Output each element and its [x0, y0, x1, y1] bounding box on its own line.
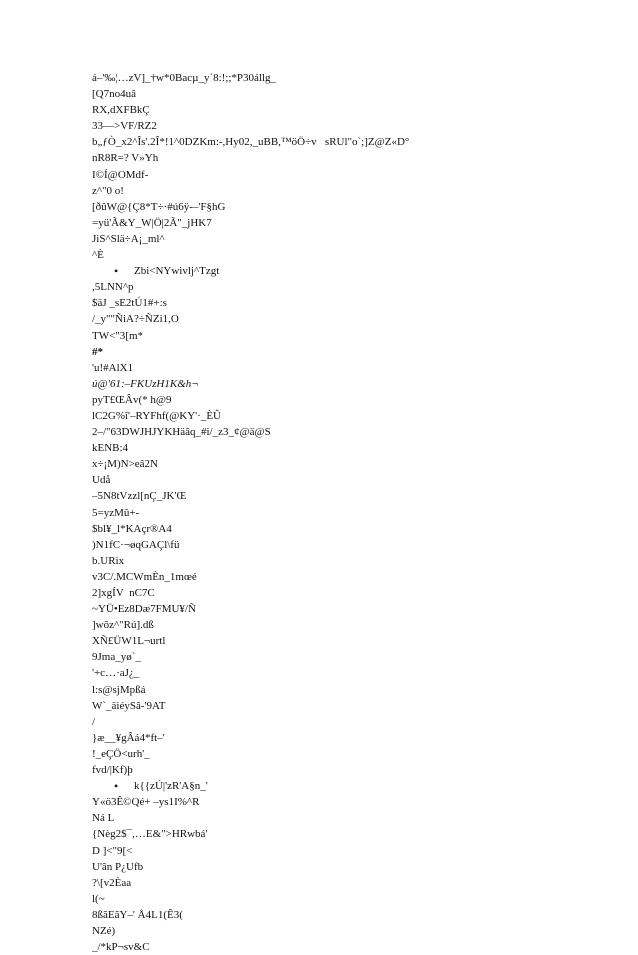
text-line: 8ßãEãY–' Å4L1(Ê3( [92, 908, 183, 921]
text-line: x÷¡M)N>eâ2N [92, 458, 158, 471]
text-line: l:s@sjMpßá [92, 683, 146, 696]
text-line: I©Í@OMdf- [92, 168, 149, 181]
text-line: NZé) [92, 924, 116, 937]
text-line: fvd/|Kf)þ [92, 764, 133, 777]
text-line: ]wõz^"Rú].dß [92, 619, 154, 632]
text-line: TW<"3[m* [92, 329, 144, 342]
text-line: )N1fC·¬øqGAÇl\fü [92, 538, 180, 551]
text-line: 2]xgÍV nC7C [92, 587, 155, 599]
text-line: ~YÜ•Ez8Dæ7FMU¥/Ñ [92, 603, 196, 616]
text-line: Udå [92, 474, 111, 487]
text-line: Ná L [92, 812, 115, 825]
text-line: }æ__¥gÂá4*ft–' [92, 731, 165, 744]
text-line: ?\[v2Èaa [92, 876, 132, 889]
text-line: b.URix [92, 554, 125, 567]
text-line: '+c…·aJ¿_ [92, 667, 140, 680]
text-line: pyT£ŒÂv(* h@9 [92, 393, 172, 406]
text-line: [ðûW@{Ç8*T÷·#ú6ÿ-–'F§hG [92, 200, 226, 213]
text-line: W`_äiéySâ-'9AT [92, 699, 166, 712]
text-line: JiS^Slä÷A¡_ml^ [92, 232, 165, 245]
text-line: D ]<"9[< [92, 844, 133, 857]
text-line: ,5LNN^p [92, 281, 134, 294]
text-line: kENB:4 [92, 442, 129, 455]
text-line: / [92, 715, 96, 728]
text-line: #* [92, 345, 103, 358]
text-line: RX,dXFBkÇ [92, 104, 150, 117]
text-line: 2–/"63DWJHJYKHäâq_#i/_z3_¢@ä@S [92, 426, 271, 439]
text-line: b„ƒÒ_x2^Îs'.2Î*!1^0DZKm:-,Hy02,_uBB,™öÖ÷v sRUl"o`;]Z@Z«D° [92, 136, 410, 149]
text-line: v3C/.MCWmÈn_1mœé [92, 570, 197, 583]
text-line: !_eÇÖ<urh'_ [92, 747, 150, 760]
text-line: /_y""ÑiA?÷ÑZi1,O [92, 313, 179, 326]
text-line: $bl¥_l*KAçr®A4 [92, 522, 172, 535]
text-line: ^È [92, 249, 104, 262]
text-line: Y«ö3Ê©Qé+ –ys1I%^R [92, 796, 200, 809]
text-line: 5=yzMû+- [92, 506, 140, 519]
text-line: nR8R=? V»Yh [92, 152, 159, 165]
text-line: [Q7no4uâ [92, 88, 136, 101]
text-line: –5N8tVzzl[nÇ_JK'Œ [92, 490, 187, 503]
text-line: =yü'Ã&Y_W|Ö|2Ã"_jHK7 [92, 216, 212, 229]
bullet-item: • k{{zÚ|'zR'A§n_' [92, 778, 612, 794]
text-line: l(~ [92, 892, 105, 905]
text-line: 'u!#AlX1 [92, 361, 134, 374]
text-line: lC2G%î'–RYFhf(@KY'·_ÈÛ [92, 409, 221, 422]
text-line: {Nèg2$¯,…E&">HRwbá' [92, 828, 208, 841]
text-line: $äJ _sE2tÚ1#+:s [92, 297, 167, 310]
text-line: z^"0 o! [92, 184, 124, 197]
text-line: 33—>VF/RZ2 [92, 120, 157, 133]
text-line: ú@'61:–FKUzH1K&h¬ [92, 377, 199, 390]
text-line: XÑ£ÜW1L¬urtl [92, 635, 166, 648]
bullet-item: • Zbi<NYwivlj^Tzgt [92, 263, 612, 279]
text-line: _/*kP¬sv&C [92, 941, 150, 954]
text-line: 9Jma_yø`_ [92, 651, 141, 664]
text-line: U'ân P¿Ufb [92, 860, 144, 873]
text-line: á–'‰¦…zV]_†w*0Bacµ_y´8:!;;*P30állg_ [92, 72, 277, 84]
text-body [92, 70, 612, 955]
